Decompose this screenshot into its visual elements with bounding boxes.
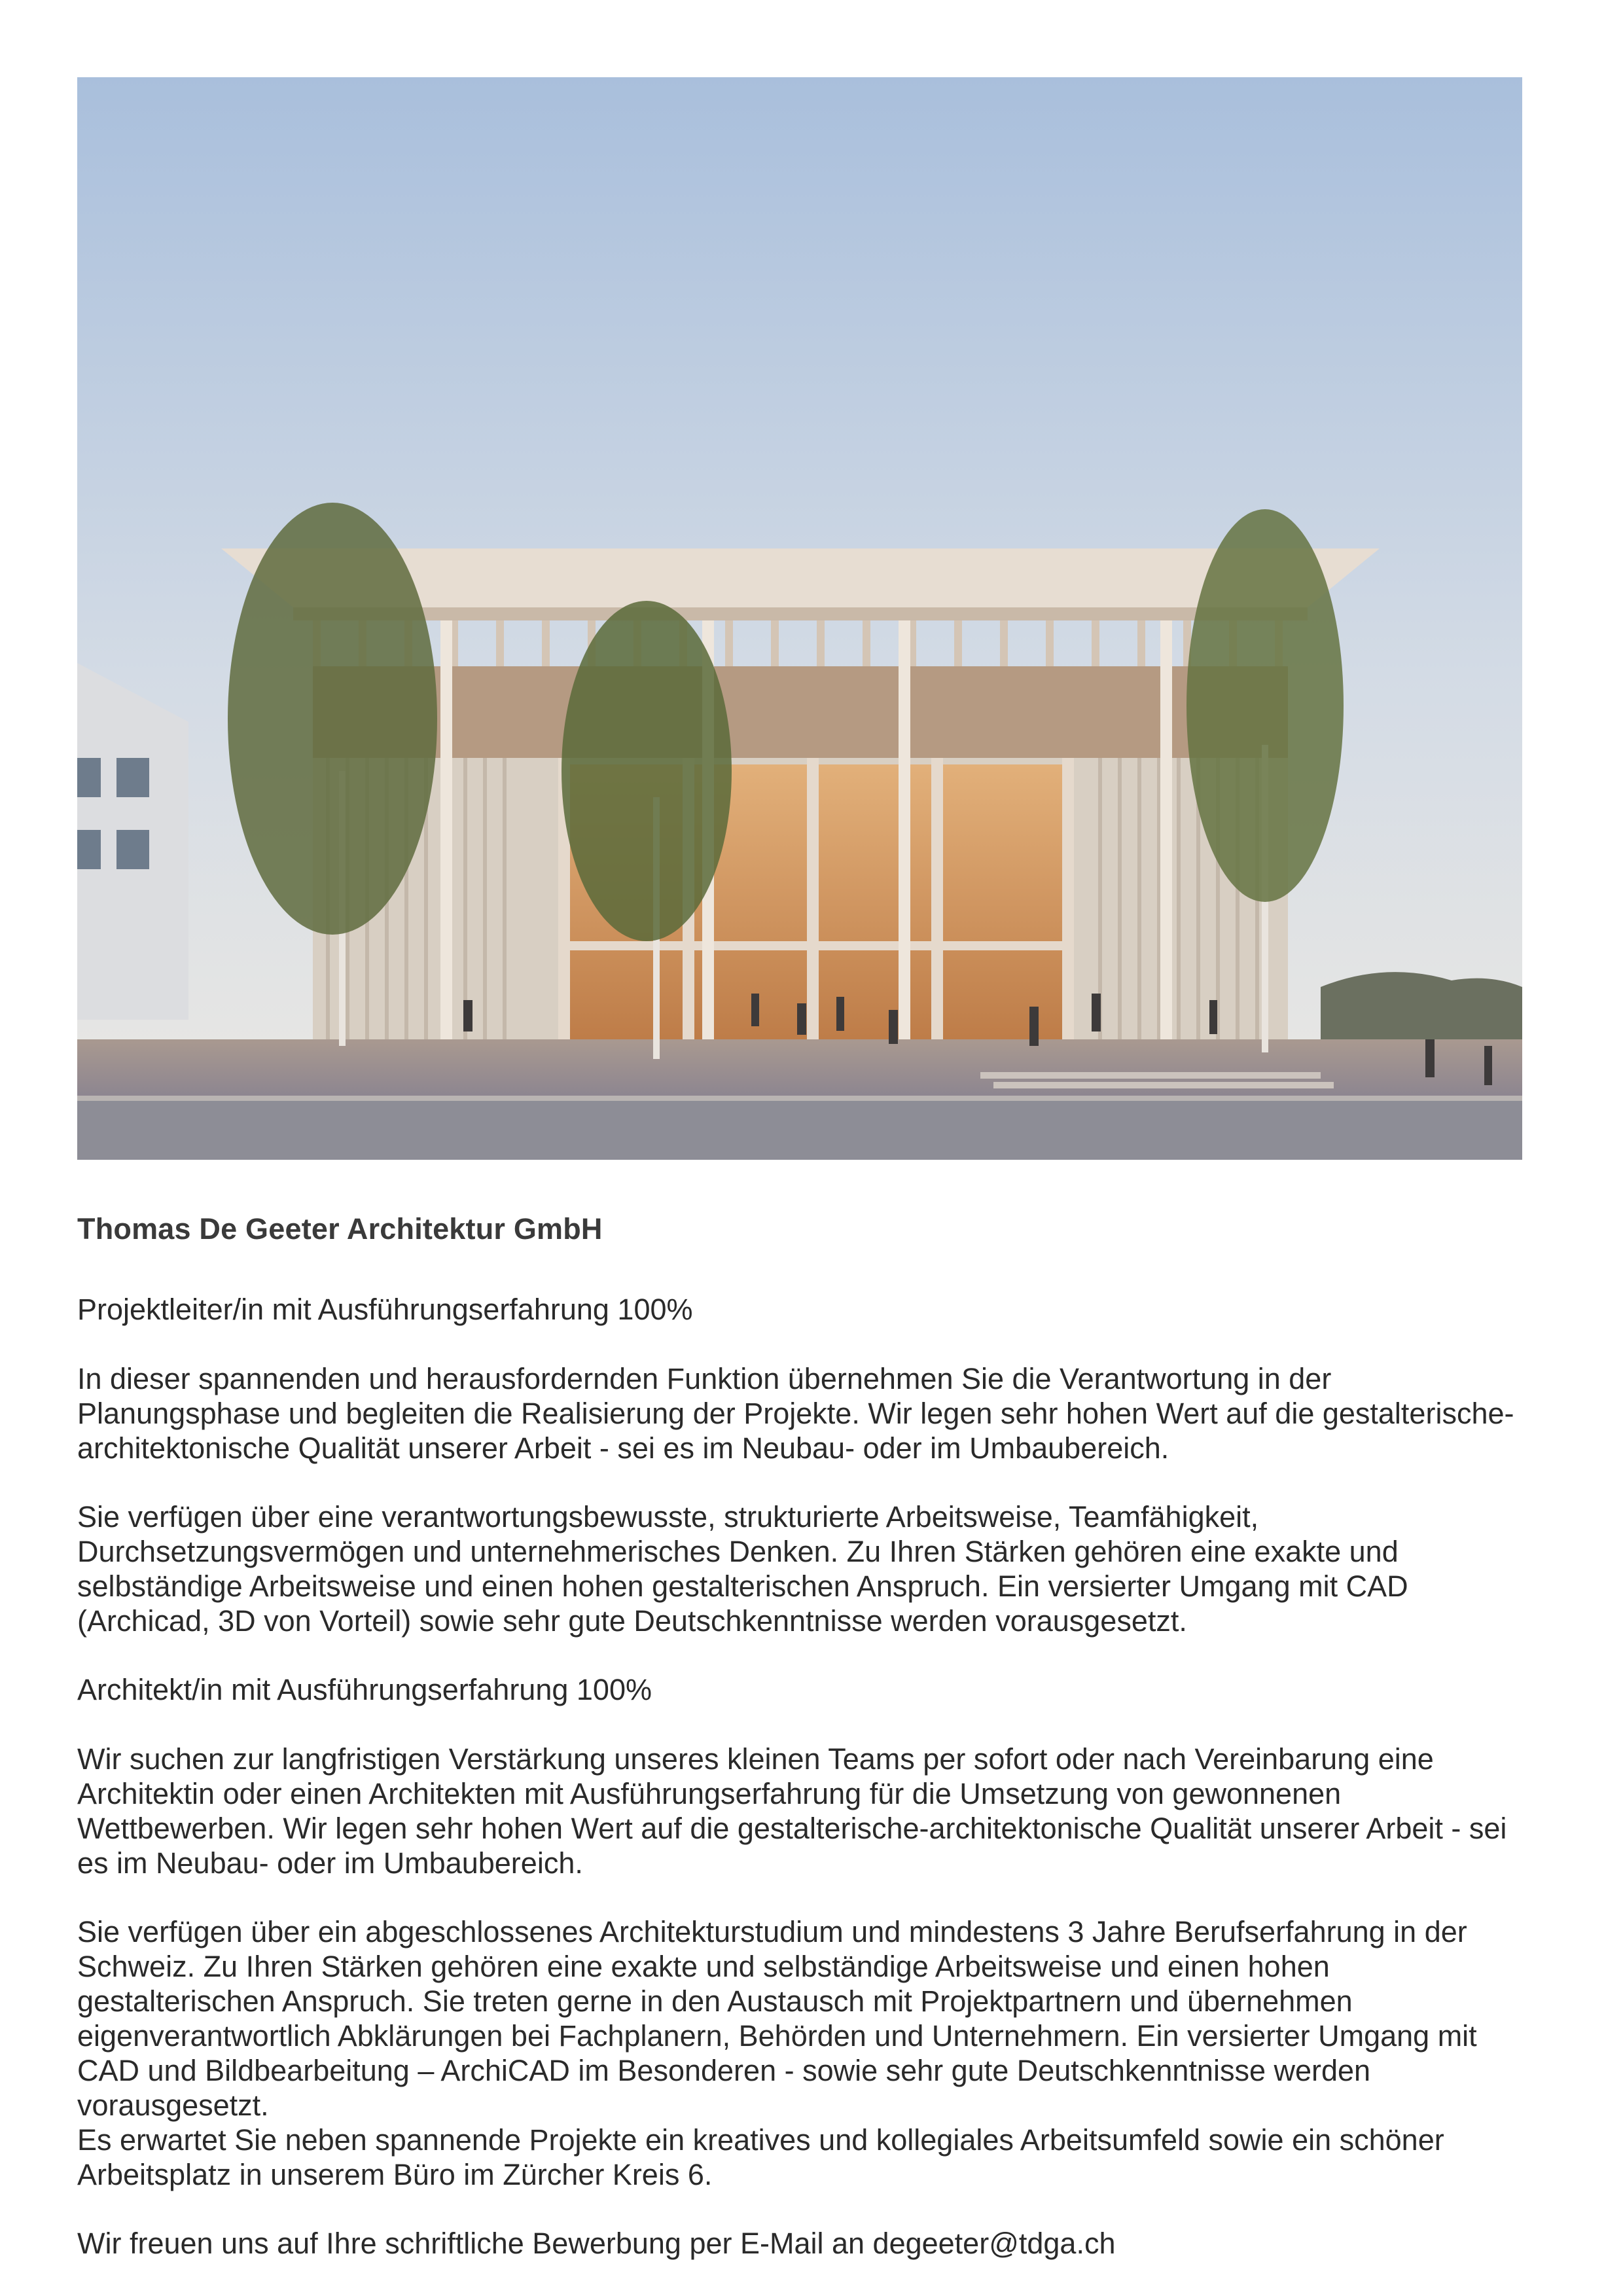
company-name: Thomas De Geeter Architektur GmbH xyxy=(77,1212,603,1246)
job-paragraph: Sie verfügen über ein abgeschlossenes Architekturstudium und mindestens 3 Jahre Berufserfahrung in der Schweiz. Zu Ihren Stärken gehören eine exakte und selbständige Arbeitsweise und einen hohen gestalterischen Anspruch. Sie treten gerne in den Austausch mit Projektpartnern und übernehmen eigenverantwortlich Abklärungen bei Fachplanern, Behörden und Unternehmern. Ein versierter Umgang mit CAD und Bildbearbeitung – ArchiCAD im Besonderen - sowie sehr gute Deutschkenntnisse werden vorausgesetzt. xyxy=(77,1915,1477,2122)
application-contact[interactable]: Wir freuen uns auf Ihre schriftliche Bewerbung per E-Mail an degeeter@tdga.ch xyxy=(77,2227,1116,2260)
job-paragraph: Wir suchen zur langfristigen Verstärkung unseres kleinen Teams per sofort oder nach Vereinbarung eine Architektin oder einen Architekten mit Ausführungserfahrung für die Umsetzung von gewonnenen Wettbewerben. Wir legen sehr hohen Wert auf die gestalterische-architektonische Qualität unserer Arbeit - sei es im Neubau- oder im Umbaubereich. xyxy=(77,1742,1507,1880)
architecture-rendering-image xyxy=(77,77,1522,1160)
job-posting xyxy=(77,1212,1524,2261)
job-project-lead xyxy=(77,1292,1524,1638)
street xyxy=(77,1098,1522,1160)
plaza xyxy=(77,1039,1522,1098)
background-trees xyxy=(1321,972,1522,1046)
job-architect xyxy=(77,1672,1524,2192)
job-paragraph: In dieser spannenden und herausfordernden Funktion übernehmen Sie die Verantwortung in der Planungsphase und begleiten die Realisierung der Projekte. Wir legen sehr hohen Wert auf die gestalterische-architektonische Qualität unserer Arbeit - sei es im Neubau- oder im Umbaubereich. xyxy=(77,1362,1514,1465)
hero-image xyxy=(77,77,1522,1160)
job-paragraph: Sie verfügen über eine verantwortungsbewusste, strukturierte Arbeitsweise, Teamfähigkeit, Durchsetzungsvermögen und unternehmerisches Denken. Zu Ihren Stärken gehören eine exakte und selbständige Arbeitsweise und einen hohen gestalterischen Anspruch. Ein versierter Umgang mit CAD (Archicad, 3D von Vorteil) sowie sehr gute Deutschkenntnisse werden vorausgesetzt. xyxy=(77,1500,1408,1638)
job-paragraph: Es erwartet Sie neben spannende Projekte ein kreatives und kollegiales Arbeitsumfeld sowie ein schöner Arbeitsplatz in unserem Büro im Zürcher Kreis 6. xyxy=(77,2123,1444,2191)
neighbour-building xyxy=(77,663,188,1020)
job-title: Projektleiter/in mit Ausführungserfahrung 100% xyxy=(77,1293,693,1326)
job-title: Architekt/in mit Ausführungserfahrung 100% xyxy=(77,1673,652,1706)
